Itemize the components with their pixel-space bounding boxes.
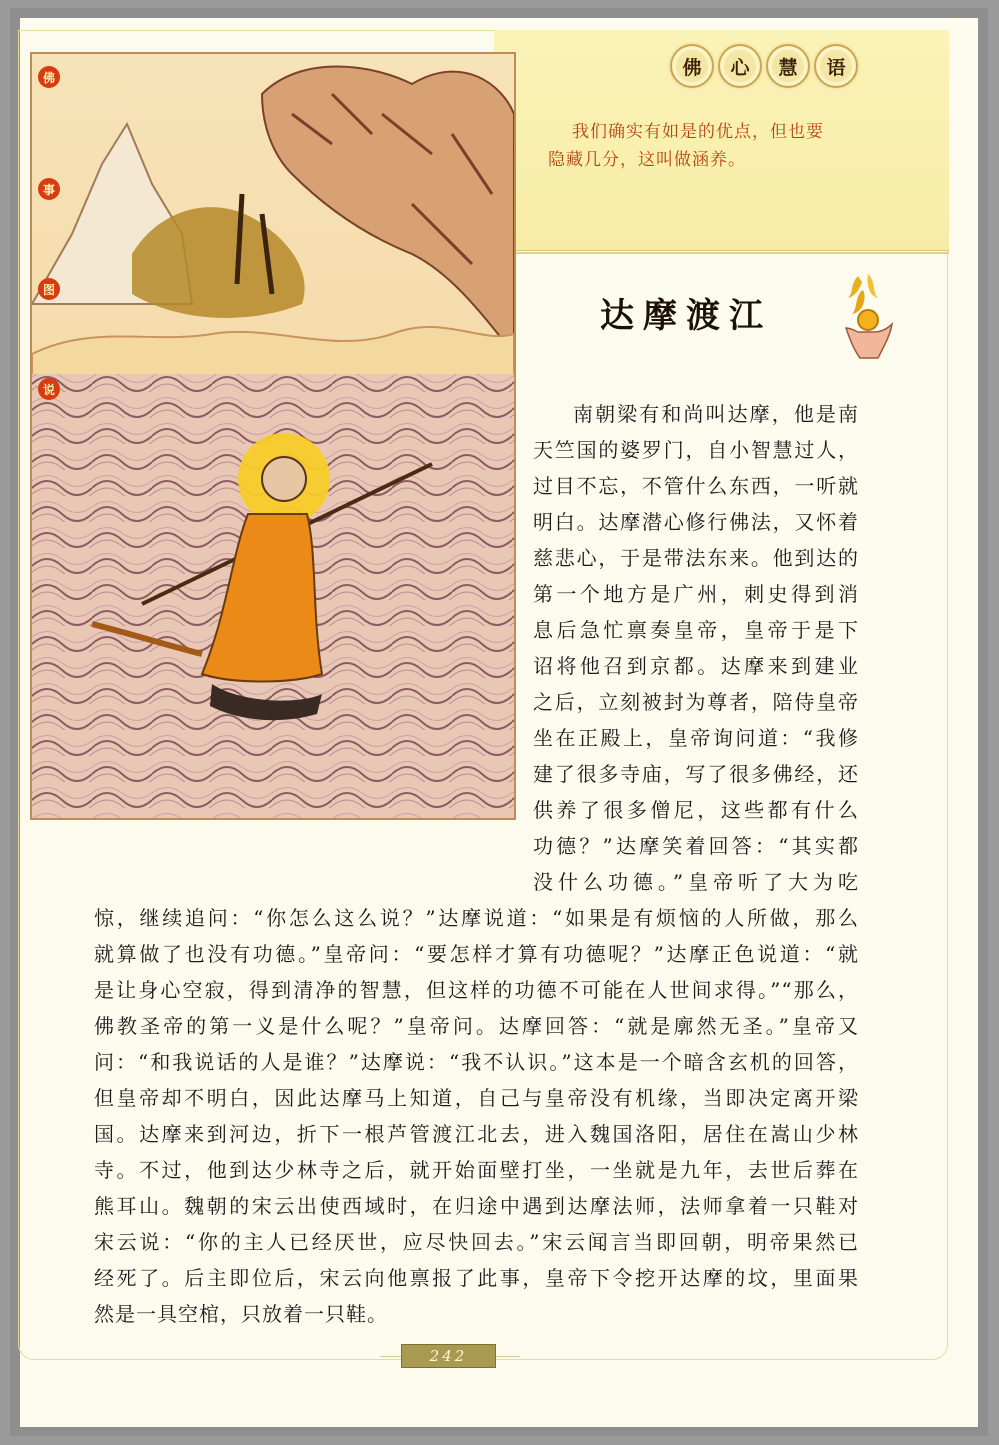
text-line: 惊，继续追问：“你怎么这么说？”达摩说道：“如果是有烦恼的人所做，那么 (94, 906, 859, 930)
quote-line: 隐藏几分，这叫做涵养。 (548, 150, 746, 170)
text-line: 坐在正殿上，皇帝询问道：“我修 (533, 726, 859, 750)
text-line: 但皇帝却不明白，因此达摩马上知道，自己与皇帝没有机缘，当即决定离开梁 (94, 1086, 859, 1110)
article-title: 达摩渡江 (600, 296, 772, 336)
section-badges (670, 44, 858, 88)
text-line: 是让身心空寂，得到清净的智慧，但这样的功德不可能在人世间求得。”“那么， (94, 978, 859, 1002)
text-line: 寺。不过，他到达少林寺之后，就开始面壁打坐，一坐就是九年，去世后葬在 (94, 1158, 859, 1182)
text-line: 没什么功德。”皇帝听了大为吃 (533, 870, 859, 894)
badge-yu: 语 (814, 44, 858, 88)
buddha-hand-icon (828, 270, 898, 362)
text-line: 建了很多寺庙，写了很多佛经，还 (533, 762, 859, 786)
quote-line: 我们确实有如是的优点，但也要 (572, 122, 824, 142)
page-number: 242 (401, 1344, 496, 1368)
badge-fo: 佛 (670, 44, 714, 88)
side-label-shi: 事 (38, 178, 60, 200)
text-line: 佛教圣帝的第一义是什么呢？”皇帝问。达摩回答：“就是廓然无圣。”皇帝又 (94, 1014, 859, 1038)
text-line: 慈悲心，于是带法东来。他到达的 (533, 546, 859, 570)
badge-hui: 慧 (766, 44, 810, 88)
text-line: 南朝梁有和尚叫达摩，他是南 (573, 402, 859, 426)
text-line: 经死了。后主即位后，宋云向他禀报了此事，皇帝下令挖开达摩的坟，里面果 (94, 1266, 859, 1290)
text-line: 宋云说：“你的主人已经厌世，应尽快回去。”宋云闻言当即回朝，明帝果然已 (94, 1230, 859, 1254)
text-line: 天竺国的婆罗门，自小智慧过人， (533, 438, 859, 462)
bodhidharma-illustration (30, 52, 516, 820)
text-line: 功德？”达摩笑着回答：“其实都 (533, 834, 859, 858)
wisdom-quote (548, 118, 868, 174)
side-label-shuo: 说 (38, 378, 60, 400)
side-label-fo: 佛 (38, 66, 60, 88)
text-line: 息后急忙禀奏皇帝，皇帝于是下 (533, 618, 859, 642)
text-line: 之后，立刻被封为尊者，陪侍皇帝 (533, 690, 859, 714)
text-line: 第一个地方是广州，刺史得到消 (533, 582, 859, 606)
text-line: 明白。达摩潜心修行佛法，又怀着 (533, 510, 859, 534)
text-line: 熊耳山。魏朝的宋云出使西域时，在归途中遇到达摩法师，法师拿着一只鞋对 (94, 1194, 859, 1218)
text-line: 国。达摩来到河边，折下一根芦管渡江北去，进入魏国洛阳，居住在嵩山少林 (94, 1122, 859, 1146)
text-line: 然是一具空棺，只放着一只鞋。 (94, 1302, 388, 1326)
text-line: 就算做了也没有功德。”皇帝问：“要怎样才算有功德呢？”达摩正色说道：“就 (94, 942, 859, 966)
text-line: 诏将他召到京都。达摩来到建业 (533, 654, 859, 678)
header-divider (494, 252, 949, 254)
text-line: 过目不忘，不管什么东西，一听就 (533, 474, 859, 498)
side-label-tu: 图 (38, 278, 60, 300)
text-line: 供养了很多僧尼，这些都有什么 (533, 798, 859, 822)
text-line: 问：“和我说话的人是谁？”达摩说：“我不认识。”这本是一个暗含玄机的回答， (94, 1050, 859, 1074)
badge-xin: 心 (718, 44, 762, 88)
